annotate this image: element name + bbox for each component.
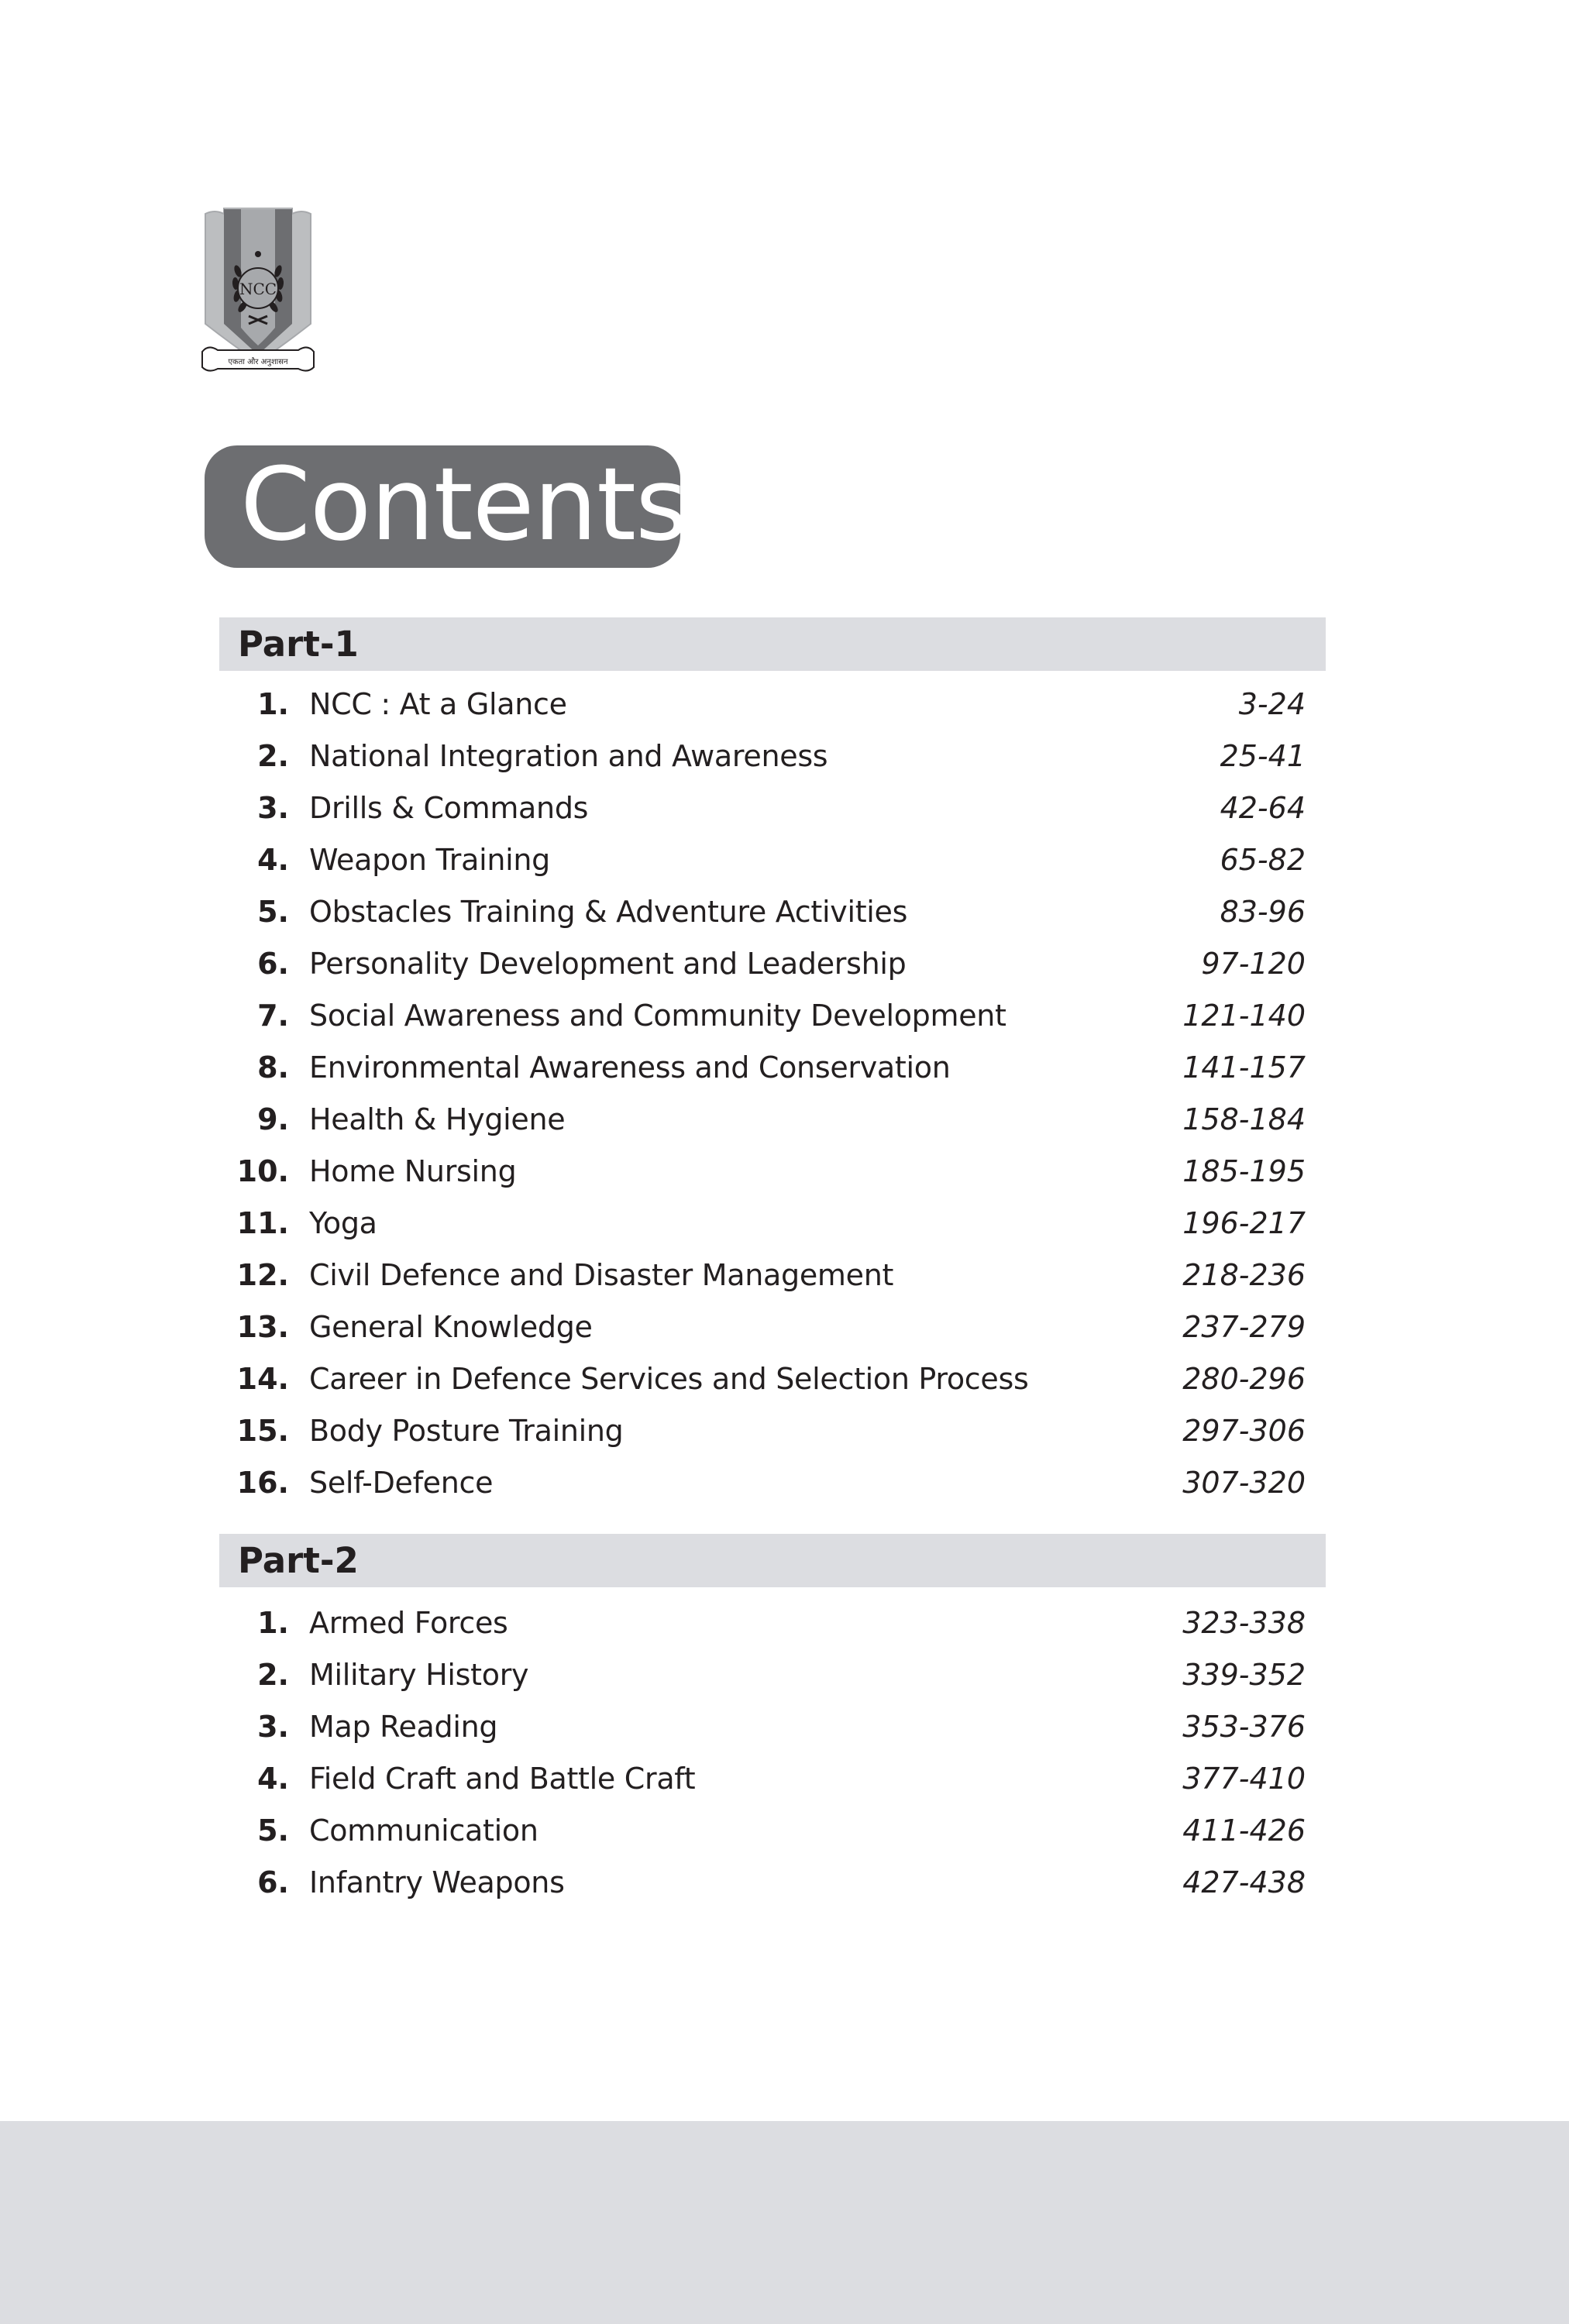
chapter-pages: 339-352 [1182,1658,1306,1692]
chapter-title: Career in Defence Services and Selection Process [309,1362,1029,1396]
chapter-pages: 323-338 [1182,1606,1306,1640]
toc-row [0,938,1569,990]
chapter-title: Field Craft and Battle Craft [309,1762,696,1796]
chapter-title: Self-Defence [309,1466,494,1500]
chapter-pages: 353-376 [1182,1710,1306,1744]
toc-row [0,679,1569,731]
chapter-pages: 42-64 [1220,791,1306,825]
chapter-number: 3. [257,1710,289,1744]
ncc-emblem-logo [201,208,315,390]
toc-row [0,1457,1569,1509]
chapter-number: 11. [236,1206,289,1240]
footer-band [0,2121,1569,2324]
chapter-title: Environmental Awareness and Conservation [309,1050,951,1085]
chapter-number: 4. [257,843,289,877]
chapter-pages: 196-217 [1182,1206,1306,1240]
chapter-number: 10. [236,1154,289,1188]
chapter-pages: 3-24 [1238,687,1306,721]
chapter-number: 1. [257,1606,289,1640]
chapter-number: 6. [257,947,289,981]
toc-row [0,990,1569,1042]
chapter-title: Map Reading [309,1710,498,1744]
page-title: Contents [240,445,687,563]
toc-row [0,1301,1569,1353]
chapter-pages: 83-96 [1220,895,1306,929]
chapter-title: Home Nursing [309,1154,517,1188]
chapter-title: Military History [309,1658,529,1692]
toc-row [0,886,1569,938]
chapter-pages: 377-410 [1182,1762,1306,1796]
chapter-pages: 158-184 [1182,1102,1306,1136]
chapter-number: 16. [236,1466,289,1500]
chapter-title: NCC : At a Glance [309,687,567,721]
chapter-number: 9. [257,1102,289,1136]
toc-row [0,1753,1569,1805]
toc-row [0,1701,1569,1753]
toc-row [0,1405,1569,1457]
chapter-title: General Knowledge [309,1310,593,1344]
chapter-title: Yoga [309,1206,377,1240]
toc-row [0,1198,1569,1250]
chapter-pages: 121-140 [1182,999,1306,1033]
part-1-label: Part-1 [238,624,359,665]
chapter-title: Social Awareness and Community Development [309,999,1006,1033]
chapter-pages: 185-195 [1182,1154,1306,1188]
emblem-motto: एकता और अनुशासन [228,358,288,366]
chapter-pages: 97-120 [1201,947,1306,981]
toc-row [0,1146,1569,1198]
chapter-number: 1. [257,687,289,721]
chapter-title: Weapon Training [309,843,550,877]
chapter-title: Personality Development and Leadership [309,947,907,981]
toc-row [0,1805,1569,1857]
chapter-pages: 237-279 [1182,1310,1306,1344]
chapter-number: 14. [236,1362,289,1396]
chapter-pages: 297-306 [1182,1414,1306,1448]
part-2-label: Part-2 [238,1540,359,1581]
toc-row [0,1094,1569,1146]
toc-row [0,1597,1569,1649]
part-1-header [219,617,1326,671]
chapter-number: 4. [257,1762,289,1796]
toc-row [0,1250,1569,1301]
chapter-number: 2. [257,739,289,773]
toc-row [0,1042,1569,1094]
toc-row [0,834,1569,886]
chapter-pages: 427-438 [1182,1865,1306,1899]
chapter-pages: 25-41 [1220,739,1306,773]
chapter-number: 7. [257,999,289,1033]
chapter-pages: 307-320 [1182,1466,1306,1500]
chapter-pages: 218-236 [1182,1258,1306,1292]
chapter-title: Drills & Commands [309,791,589,825]
chapter-title: Body Posture Training [309,1414,624,1448]
toc-row [0,1649,1569,1701]
chapter-pages: 65-82 [1220,843,1306,877]
chapter-number: 13. [236,1310,289,1344]
chapter-pages: 411-426 [1182,1813,1306,1848]
chapter-number: 8. [257,1050,289,1085]
chapter-title: Infantry Weapons [309,1865,565,1899]
chapter-title: National Integration and Awareness [309,739,828,773]
chapter-number: 2. [257,1658,289,1692]
chapter-title: Communication [309,1813,538,1848]
chapter-number: 5. [257,1813,289,1848]
chapter-pages: 280-296 [1182,1362,1306,1396]
page-title-banner [205,445,687,568]
toc-row [0,731,1569,782]
chapter-title: Obstacles Training & Adventure Activities [309,895,908,929]
chapter-number: 12. [236,1258,289,1292]
emblem-text: NCC [239,280,277,298]
toc-row [0,1353,1569,1405]
chapter-number: 15. [236,1414,289,1448]
toc-row [0,1857,1569,1909]
chapter-title: Armed Forces [309,1606,508,1640]
toc-row [0,782,1569,834]
part-2-header [219,1534,1326,1587]
chapter-pages: 141-157 [1182,1050,1306,1085]
chapter-number: 6. [257,1865,289,1899]
chapter-number: 3. [257,791,289,825]
chapter-number: 5. [257,895,289,929]
chapter-title: Health & Hygiene [309,1102,566,1136]
chapter-title: Civil Defence and Disaster Management [309,1258,894,1292]
